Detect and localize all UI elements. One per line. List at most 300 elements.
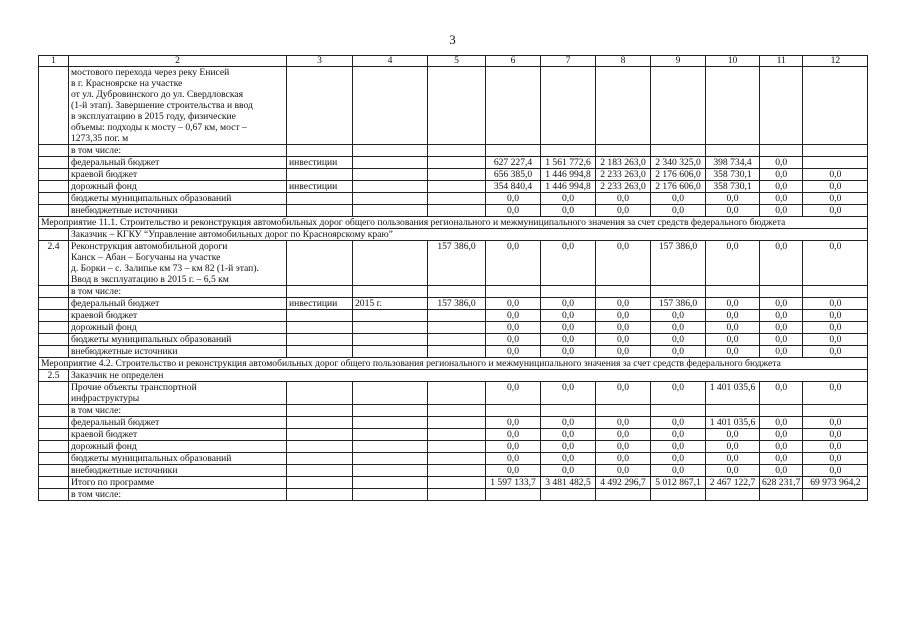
funding-row [39, 465, 868, 477]
commission-year [353, 334, 428, 346]
item-number [39, 229, 69, 241]
value-cell: 1 446 994,8 [541, 169, 596, 181]
value-cell [541, 67, 596, 145]
funding-source: федеральный бюджет [69, 298, 287, 310]
value-cell: 0,0 [803, 193, 868, 205]
value-cell [651, 145, 706, 157]
col-header: 6 [486, 56, 541, 67]
value-cell: 0,0 [596, 465, 651, 477]
table-body [39, 56, 868, 501]
value-cell: 627 227,4 [486, 157, 541, 169]
funding-source: в том числе: [69, 145, 287, 157]
value-cell: 0,0 [596, 441, 651, 453]
value-cell: 0,0 [651, 310, 706, 322]
value-cell: 1 401 035,6 [706, 382, 760, 405]
value-cell: 0,0 [651, 453, 706, 465]
value-cell [596, 286, 651, 298]
customer-name: Заказчик не определен [69, 370, 868, 382]
project-title [69, 67, 287, 145]
value-cell [706, 405, 760, 417]
value-cell: 0,0 [651, 429, 706, 441]
item-number [39, 382, 69, 405]
col-header: 7 [541, 56, 596, 67]
value-cell: 0,0 [541, 310, 596, 322]
investment-type [287, 465, 353, 477]
row-no [39, 286, 69, 298]
project-title-line: инфраструктуры [71, 393, 140, 404]
value-cell [596, 489, 651, 501]
value-cell: 4 492 296,7 [596, 477, 651, 489]
value-cell [760, 405, 803, 417]
funding-source: бюджеты муниципальных образований [69, 334, 287, 346]
row-no [39, 346, 69, 358]
investment-type [287, 346, 353, 358]
estimated-cost [428, 441, 486, 453]
row-no [39, 157, 69, 169]
value-cell: 0,0 [803, 441, 868, 453]
value-cell: 0,0 [596, 417, 651, 429]
value-cell: 0,0 [541, 465, 596, 477]
value-cell: 2 340 325,0 [651, 157, 706, 169]
project-title-line: (1-й этап). Завершение строительства и ввод [71, 100, 253, 111]
budget-table [38, 55, 868, 501]
value-cell: 0,0 [541, 417, 596, 429]
commission-year [353, 346, 428, 358]
value-cell: 5 012 867,1 [651, 477, 706, 489]
value-cell: 0,0 [486, 205, 541, 217]
estimated-cost [428, 145, 486, 157]
value-cell [803, 145, 868, 157]
value-cell [760, 489, 803, 501]
value-cell: 0,0 [760, 310, 803, 322]
commission-year [353, 145, 428, 157]
funding-row [39, 441, 868, 453]
value-cell: 358 730,1 [706, 181, 760, 193]
value-cell: 0,0 [541, 193, 596, 205]
project-title-line: Ввод в эксплуатацию в 2015 г. – 6,5 км [71, 274, 229, 285]
row-no [39, 193, 69, 205]
value-cell: 0,0 [651, 465, 706, 477]
value-cell [651, 67, 706, 145]
commission-year [353, 465, 428, 477]
value-cell: 0,0 [760, 181, 803, 193]
row-no [39, 322, 69, 334]
value-cell: 0,0 [706, 322, 760, 334]
value-cell: 0,0 [760, 429, 803, 441]
value-cell: 0,0 [803, 205, 868, 217]
col-header: 1 [39, 56, 69, 67]
value-cell [486, 489, 541, 501]
estimated-cost [428, 453, 486, 465]
commission-year [353, 169, 428, 181]
estimated-cost: 157 386,0 [428, 298, 486, 310]
value-cell: 0,0 [596, 310, 651, 322]
value-cell: 0,0 [803, 169, 868, 181]
col-header: 2 [69, 56, 287, 67]
col-header: 12 [803, 56, 868, 67]
funding-source: федеральный бюджет [69, 157, 287, 169]
funding-row [39, 169, 868, 181]
commission-year [353, 181, 428, 193]
value-cell [541, 405, 596, 417]
funding-row [39, 286, 868, 298]
value-cell [803, 67, 868, 145]
estimated-cost [428, 205, 486, 217]
value-cell: 0,0 [486, 334, 541, 346]
project-title-line: Канск – Абан – Богучаны на участке [71, 252, 221, 263]
funding-row [39, 346, 868, 358]
value-cell: 0,0 [760, 417, 803, 429]
project-title-line: 1273,35 пог. м [71, 133, 129, 144]
funding-source: в том числе: [69, 286, 287, 298]
value-cell: 628 231,7 [760, 477, 803, 489]
value-cell: 0,0 [760, 382, 803, 405]
row-no [39, 181, 69, 193]
row-no [39, 489, 69, 501]
project-title-line: в г. Красноярске на участке [71, 78, 183, 89]
funding-source: федеральный бюджет [69, 417, 287, 429]
investment-type [287, 382, 353, 405]
value-cell: 0,0 [803, 310, 868, 322]
row-label: Итого по программе [69, 477, 287, 489]
funding-source: дорожный фонд [69, 441, 287, 453]
funding-row [39, 298, 868, 310]
item-number [39, 67, 69, 145]
commission-year [353, 382, 428, 405]
value-cell: 354 840,4 [486, 181, 541, 193]
value-cell: 0,0 [596, 346, 651, 358]
commission-year [353, 453, 428, 465]
commission-year [353, 193, 428, 205]
investment-type [287, 145, 353, 157]
row-year [353, 477, 428, 489]
value-cell: 0,0 [486, 382, 541, 405]
value-cell: 0,0 [803, 429, 868, 441]
value-cell: 2 233 263,0 [596, 181, 651, 193]
row-no [39, 334, 69, 346]
value-cell [596, 67, 651, 145]
row-no [39, 298, 69, 310]
row-type [287, 477, 353, 489]
project-title-line: в эксплуатацию в 2015 году, физические [71, 111, 236, 122]
value-cell: 0,0 [760, 453, 803, 465]
value-cell [541, 145, 596, 157]
project-row [39, 382, 868, 405]
investment-type [287, 193, 353, 205]
value-cell: 0,0 [596, 334, 651, 346]
value-cell [486, 67, 541, 145]
value-cell: 0,0 [651, 382, 706, 405]
value-cell [596, 145, 651, 157]
funding-source: внебюджетные источники [69, 465, 287, 477]
commission-year [353, 286, 428, 298]
value-cell: 0,0 [541, 241, 596, 286]
value-cell: 0,0 [486, 465, 541, 477]
investment-type [287, 429, 353, 441]
funding-row [39, 334, 868, 346]
section-heading: Мероприятие 11.1. Строительство и реконструкция автомобильных дорог общего пользования регионального и межмуниципального значения за счет средств федерального бюджета [39, 217, 868, 229]
value-cell: 0,0 [651, 441, 706, 453]
col-header: 10 [706, 56, 760, 67]
value-cell: 0,0 [760, 441, 803, 453]
value-cell: 2 183 263,0 [596, 157, 651, 169]
value-cell: 0,0 [486, 310, 541, 322]
project-title-line: Реконструкция автомобильной дороги [71, 241, 228, 252]
value-cell: 0,0 [706, 310, 760, 322]
estimated-cost [428, 310, 486, 322]
value-cell: 2 233 263,0 [596, 169, 651, 181]
value-cell: 2 176 606,0 [651, 181, 706, 193]
value-cell: 0,0 [541, 429, 596, 441]
estimated-cost [428, 382, 486, 405]
value-cell: 0,0 [541, 346, 596, 358]
funding-source: внебюджетные источники [69, 205, 287, 217]
investment-type [287, 205, 353, 217]
value-cell: 0,0 [760, 205, 803, 217]
value-cell: 0,0 [541, 382, 596, 405]
investment-type: инвестиции [287, 298, 353, 310]
value-cell [486, 145, 541, 157]
value-cell: 0,0 [760, 298, 803, 310]
value-cell: 0,0 [486, 429, 541, 441]
project-row [39, 241, 868, 286]
value-cell: 0,0 [596, 205, 651, 217]
funding-row [39, 205, 868, 217]
value-cell: 0,0 [706, 346, 760, 358]
value-cell: 398 734,4 [706, 157, 760, 169]
row-no [39, 453, 69, 465]
commission-year [353, 441, 428, 453]
investment-type [287, 241, 353, 286]
value-cell: 157 386,0 [651, 241, 706, 286]
value-cell: 0,0 [651, 346, 706, 358]
project-row [39, 67, 868, 145]
value-cell [651, 489, 706, 501]
value-cell [541, 489, 596, 501]
value-cell [706, 489, 760, 501]
value-cell: 0,0 [596, 322, 651, 334]
item-number: 2.4 [39, 241, 69, 286]
commission-year [353, 405, 428, 417]
investment-type: инвестиции [287, 181, 353, 193]
value-cell [803, 489, 868, 501]
row-cost [428, 477, 486, 489]
customer-row [39, 229, 868, 241]
project-title-line: д. Борки – с. Залипье км 73 – км 82 (1-й этап). [71, 263, 259, 274]
col-header: 9 [651, 56, 706, 67]
estimated-cost [428, 346, 486, 358]
row-year [353, 489, 428, 501]
estimated-cost [428, 67, 486, 145]
summary-row [39, 477, 868, 489]
value-cell: 0,0 [760, 465, 803, 477]
estimated-cost [428, 157, 486, 169]
value-cell: 0,0 [803, 322, 868, 334]
value-cell: 0,0 [596, 241, 651, 286]
value-cell: 0,0 [803, 465, 868, 477]
investment-type [287, 310, 353, 322]
value-cell: 0,0 [706, 441, 760, 453]
value-cell: 1 401 035,6 [706, 417, 760, 429]
value-cell: 2 176 606,0 [651, 169, 706, 181]
investment-type [287, 417, 353, 429]
value-cell: 0,0 [706, 241, 760, 286]
estimated-cost [428, 169, 486, 181]
value-cell: 0,0 [706, 193, 760, 205]
value-cell: 0,0 [803, 382, 868, 405]
funding-row [39, 429, 868, 441]
commission-year [353, 417, 428, 429]
investment-type [287, 286, 353, 298]
funding-row [39, 310, 868, 322]
commission-year [353, 157, 428, 169]
estimated-cost [428, 429, 486, 441]
value-cell [486, 286, 541, 298]
value-cell: 1 597 133,7 [486, 477, 541, 489]
value-cell: 0,0 [486, 441, 541, 453]
funding-source: краевой бюджет [69, 169, 287, 181]
funding-row [39, 145, 868, 157]
estimated-cost [428, 334, 486, 346]
value-cell: 0,0 [760, 334, 803, 346]
estimated-cost [428, 286, 486, 298]
value-cell: 0,0 [541, 453, 596, 465]
project-title-line: объемы: подходы к мосту – 0,67 км, мост – [71, 122, 247, 133]
value-cell: 0,0 [803, 241, 868, 286]
commission-year [353, 241, 428, 286]
value-cell: 0,0 [760, 157, 803, 169]
row-no [39, 405, 69, 417]
funding-row [39, 157, 868, 169]
item-number: 2.5 [39, 370, 69, 382]
investment-type [287, 334, 353, 346]
value-cell: 2 467 122,7 [706, 477, 760, 489]
row-label: в том числе: [69, 489, 287, 501]
investment-type [287, 453, 353, 465]
value-cell: 1 561 772,6 [541, 157, 596, 169]
customer-name: Заказчик – КГКУ “Управление автомобильных дорог по Красноярскому краю” [69, 229, 868, 241]
value-cell: 0,0 [596, 453, 651, 465]
col-header: 4 [353, 56, 428, 67]
value-cell: 69 973 964,2 [803, 477, 868, 489]
value-cell: 0,0 [596, 429, 651, 441]
value-cell: 0,0 [706, 205, 760, 217]
value-cell: 0,0 [760, 241, 803, 286]
estimated-cost: 157 386,0 [428, 241, 486, 286]
funding-source: краевой бюджет [69, 429, 287, 441]
project-title-line: мостового перехода через реку Енисей [71, 67, 230, 78]
value-cell: 0,0 [760, 322, 803, 334]
value-cell: 0,0 [541, 205, 596, 217]
col-header: 8 [596, 56, 651, 67]
commission-year [353, 322, 428, 334]
value-cell [760, 286, 803, 298]
value-cell: 0,0 [486, 453, 541, 465]
estimated-cost [428, 322, 486, 334]
project-title [69, 241, 287, 286]
funding-source: краевой бюджет [69, 310, 287, 322]
value-cell [803, 157, 868, 169]
value-cell: 358 730,1 [706, 169, 760, 181]
row-no [39, 441, 69, 453]
value-cell: 0,0 [541, 298, 596, 310]
value-cell: 0,0 [486, 193, 541, 205]
investment-type [287, 322, 353, 334]
value-cell [486, 405, 541, 417]
value-cell: 0,0 [706, 334, 760, 346]
section-heading-row [39, 358, 868, 370]
value-cell: 0,0 [706, 465, 760, 477]
value-cell: 0,0 [706, 453, 760, 465]
row-no [39, 310, 69, 322]
funding-row [39, 405, 868, 417]
commission-year [353, 205, 428, 217]
customer-row [39, 370, 868, 382]
value-cell: 0,0 [486, 322, 541, 334]
value-cell [651, 286, 706, 298]
commission-year [353, 310, 428, 322]
funding-source: дорожный фонд [69, 181, 287, 193]
col-header: 11 [760, 56, 803, 67]
col-header: 5 [428, 56, 486, 67]
funding-row [39, 453, 868, 465]
value-cell: 0,0 [596, 193, 651, 205]
value-cell [651, 405, 706, 417]
value-cell: 0,0 [803, 453, 868, 465]
value-cell [706, 67, 760, 145]
value-cell: 0,0 [486, 298, 541, 310]
value-cell: 0,0 [486, 417, 541, 429]
investment-type [287, 169, 353, 181]
funding-row [39, 322, 868, 334]
value-cell: 3 481 482,5 [541, 477, 596, 489]
commission-year [353, 67, 428, 145]
row-no [39, 145, 69, 157]
investment-type [287, 67, 353, 145]
value-cell: 0,0 [541, 441, 596, 453]
row-no [39, 429, 69, 441]
funding-row [39, 417, 868, 429]
funding-source: дорожный фонд [69, 322, 287, 334]
value-cell: 0,0 [706, 298, 760, 310]
row-no [39, 205, 69, 217]
value-cell [803, 286, 868, 298]
value-cell: 0,0 [651, 205, 706, 217]
funding-source: внебюджетные источники [69, 346, 287, 358]
value-cell: 0,0 [803, 298, 868, 310]
value-cell [706, 286, 760, 298]
value-cell: 0,0 [803, 181, 868, 193]
investment-type [287, 405, 353, 417]
page-number: 3 [449, 32, 456, 47]
funding-row [39, 193, 868, 205]
value-cell [803, 405, 868, 417]
funding-source: в том числе: [69, 405, 287, 417]
value-cell [760, 67, 803, 145]
summary-row [39, 489, 868, 501]
value-cell: 0,0 [803, 334, 868, 346]
value-cell: 0,0 [760, 193, 803, 205]
estimated-cost [428, 193, 486, 205]
estimated-cost [428, 405, 486, 417]
funding-source: бюджеты муниципальных образований [69, 193, 287, 205]
value-cell: 656 385,0 [486, 169, 541, 181]
value-cell: 0,0 [760, 346, 803, 358]
value-cell: 0,0 [760, 169, 803, 181]
row-cost [428, 489, 486, 501]
estimated-cost [428, 181, 486, 193]
value-cell: 0,0 [486, 241, 541, 286]
